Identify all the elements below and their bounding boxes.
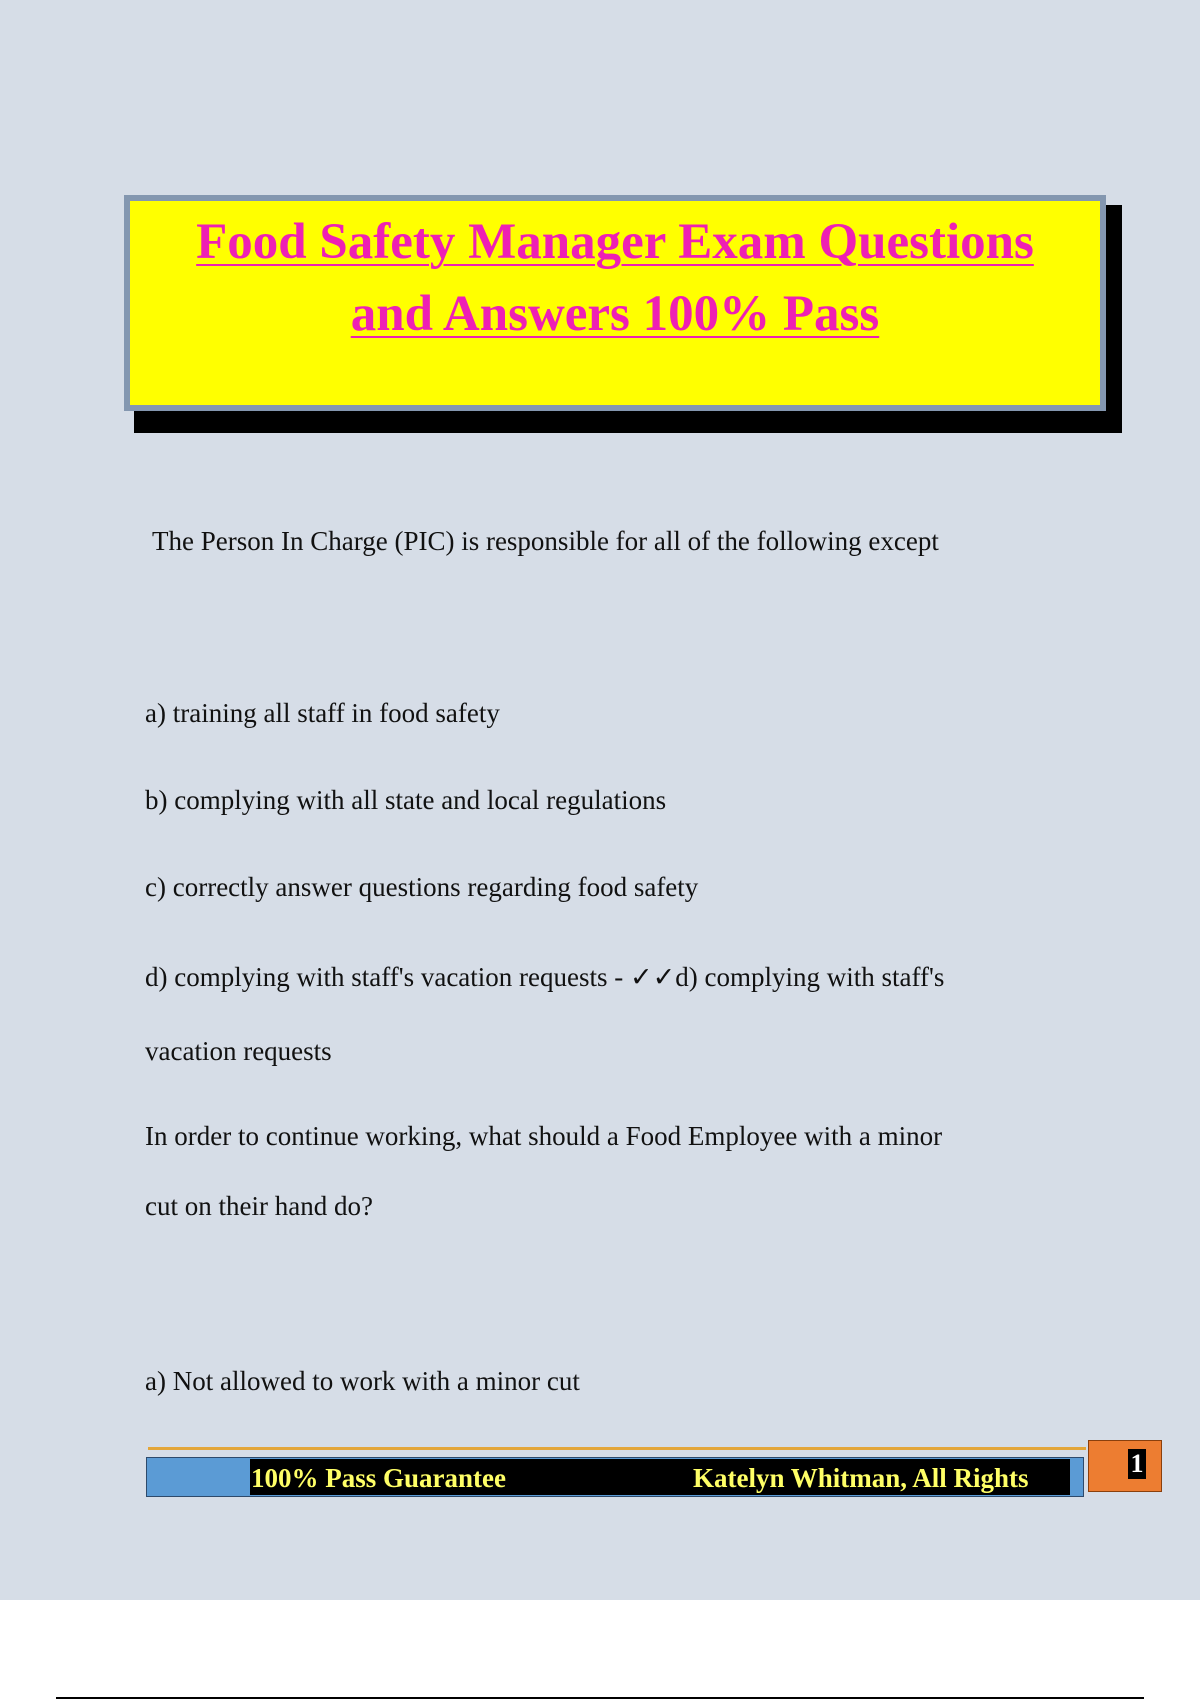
footer-left-text: 100% Pass Guarantee	[251, 1463, 506, 1493]
footer-right-text: Katelyn Whitman, All Rights	[693, 1463, 1029, 1493]
page-number-box	[1088, 1440, 1162, 1492]
document-title-line-1: Food Safety Manager Exam Questions	[196, 214, 1034, 270]
question-2-line-2: cut on their hand do?	[145, 1191, 373, 1221]
document-title-line-2	[130, 285, 1100, 343]
question-1: The Person In Charge (PIC) is responsible for all of the following except	[152, 526, 939, 556]
document-title-line-2-text: and Answers 100% Pass	[350, 286, 880, 342]
title-box	[124, 195, 1106, 411]
question-2-line-1: In order to continue working, what should a Food Employee with a minor	[145, 1121, 943, 1151]
q1-option-d-answer: d) complying with staff's vacation requests - ✓✓d) complying with staff's	[145, 962, 945, 992]
q1-option-d-answer-continued: vacation requests	[145, 1036, 332, 1066]
q1-option-a: a) training all staff in food safety	[145, 698, 500, 728]
next-page-divider	[56, 1697, 1144, 1699]
page-number: 1	[1128, 1449, 1146, 1479]
q1-option-c: c) correctly answer questions regarding food safety	[145, 872, 699, 902]
q1-option-b: b) complying with all state and local regulations	[145, 785, 667, 815]
q2-option-a: a) Not allowed to work with a minor cut	[145, 1366, 580, 1396]
footer-accent-line	[148, 1447, 1086, 1450]
